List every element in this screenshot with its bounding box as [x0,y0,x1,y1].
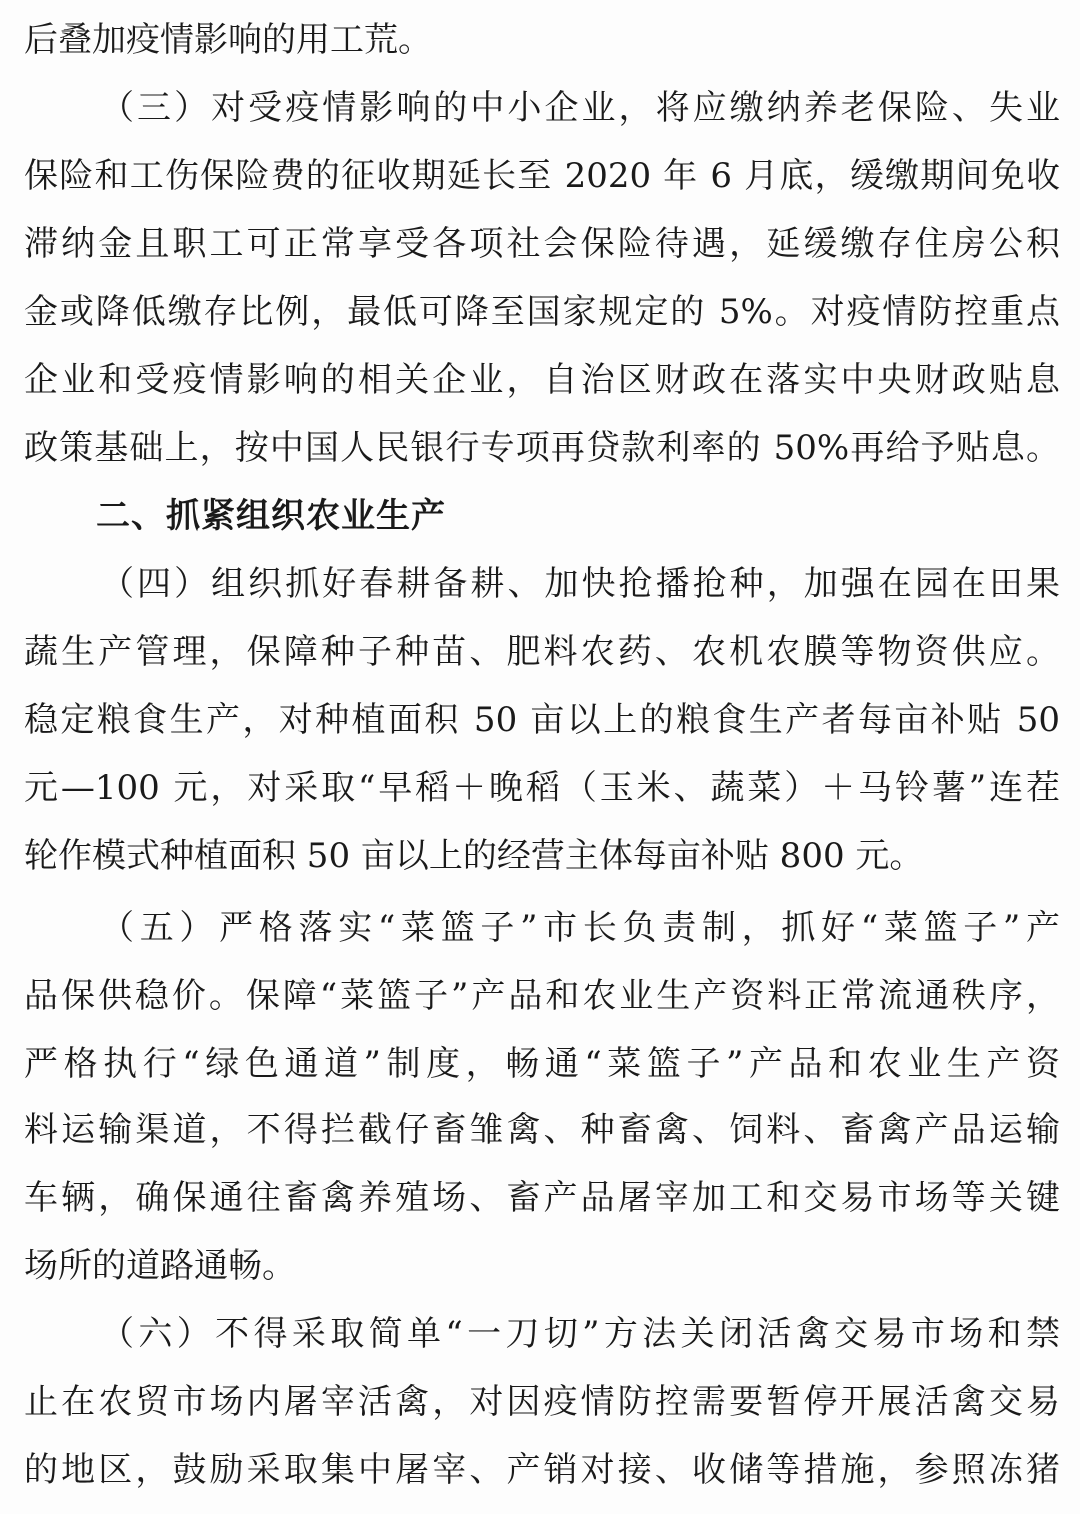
paragraph-line: 元—100 元，对采取“早稻＋晚稻（玉米、蔬菜）＋马铃薯”连茬 [24,768,1060,808]
paragraph-line: 蔬生产管理，保障种子种苗、肥料农药、农机农膜等物资供应。 [24,632,1060,672]
paragraph-line: 止在农贸市场内屠宰活禽，对因疫情防控需要暂停开展活禽交易 [24,1382,1060,1422]
paragraph-5-start: （五）严格落实“菜篮子”市长负责制，抓好“菜篮子”产 [100,908,1060,948]
paragraph-line: 滞纳金且职工可正常享受各项社会保险待遇，延缓缴存住房公积 [24,224,1060,264]
paragraph-line: 稳定粮食生产，对种植面积 50 亩以上的粮食生产者每亩补贴 50 [24,700,1060,740]
paragraph-line: 轮作模式种植面积 50 亩以上的经营主体每亩补贴 800 元。 [24,836,924,876]
paragraph-line: 后叠加疫情影响的用工荒。 [24,20,432,60]
paragraph-line: 保险和工伤保险费的征收期延长至 2020 年 6 月底，缓缴期间免收 [24,156,1060,196]
paragraph-line: 严格执行“绿色通道”制度，畅通“菜篮子”产品和农业生产资 [24,1044,1060,1084]
paragraph-3-start: （三）对受疫情影响的中小企业，将应缴纳养老保险、失业 [100,88,1060,128]
paragraph-line: 的地区，鼓励采取集中屠宰、产销对接、收储等措施，参照冻猪 [24,1450,1060,1490]
paragraph-line: 金或降低缴存比例，最低可降至国家规定的 5%。对疫情防控重点 [24,292,1060,332]
section-heading: 二、抓紧组织农业生产 [96,496,446,536]
paragraph-line: 企业和受疫情影响的相关企业，自治区财政在落实中央财政贴息 [24,360,1060,400]
paragraph-line: 车辆，确保通往畜禽养殖场、畜产品屠宰加工和交易市场等关键 [24,1178,1060,1218]
paragraph-line: 品保供稳价。保障“菜篮子”产品和农业生产资料正常流通秩序， [24,976,1060,1016]
paragraph-4-start: （四）组织抓好春耕备耕、加快抢播抢种，加强在园在田果 [100,564,1060,604]
paragraph-6-start: （六）不得采取简单“一刀切”方法关闭活禽交易市场和禁 [100,1314,1060,1354]
paragraph-line: 料运输渠道，不得拦截仔畜雏禽、种畜禽、饲料、畜禽产品运输 [24,1110,1060,1150]
paragraph-line: 场所的道路通畅。 [24,1246,296,1286]
paragraph-line: 政策基础上，按中国人民银行专项再贷款利率的 50%再给予贴息。 [24,428,1060,468]
